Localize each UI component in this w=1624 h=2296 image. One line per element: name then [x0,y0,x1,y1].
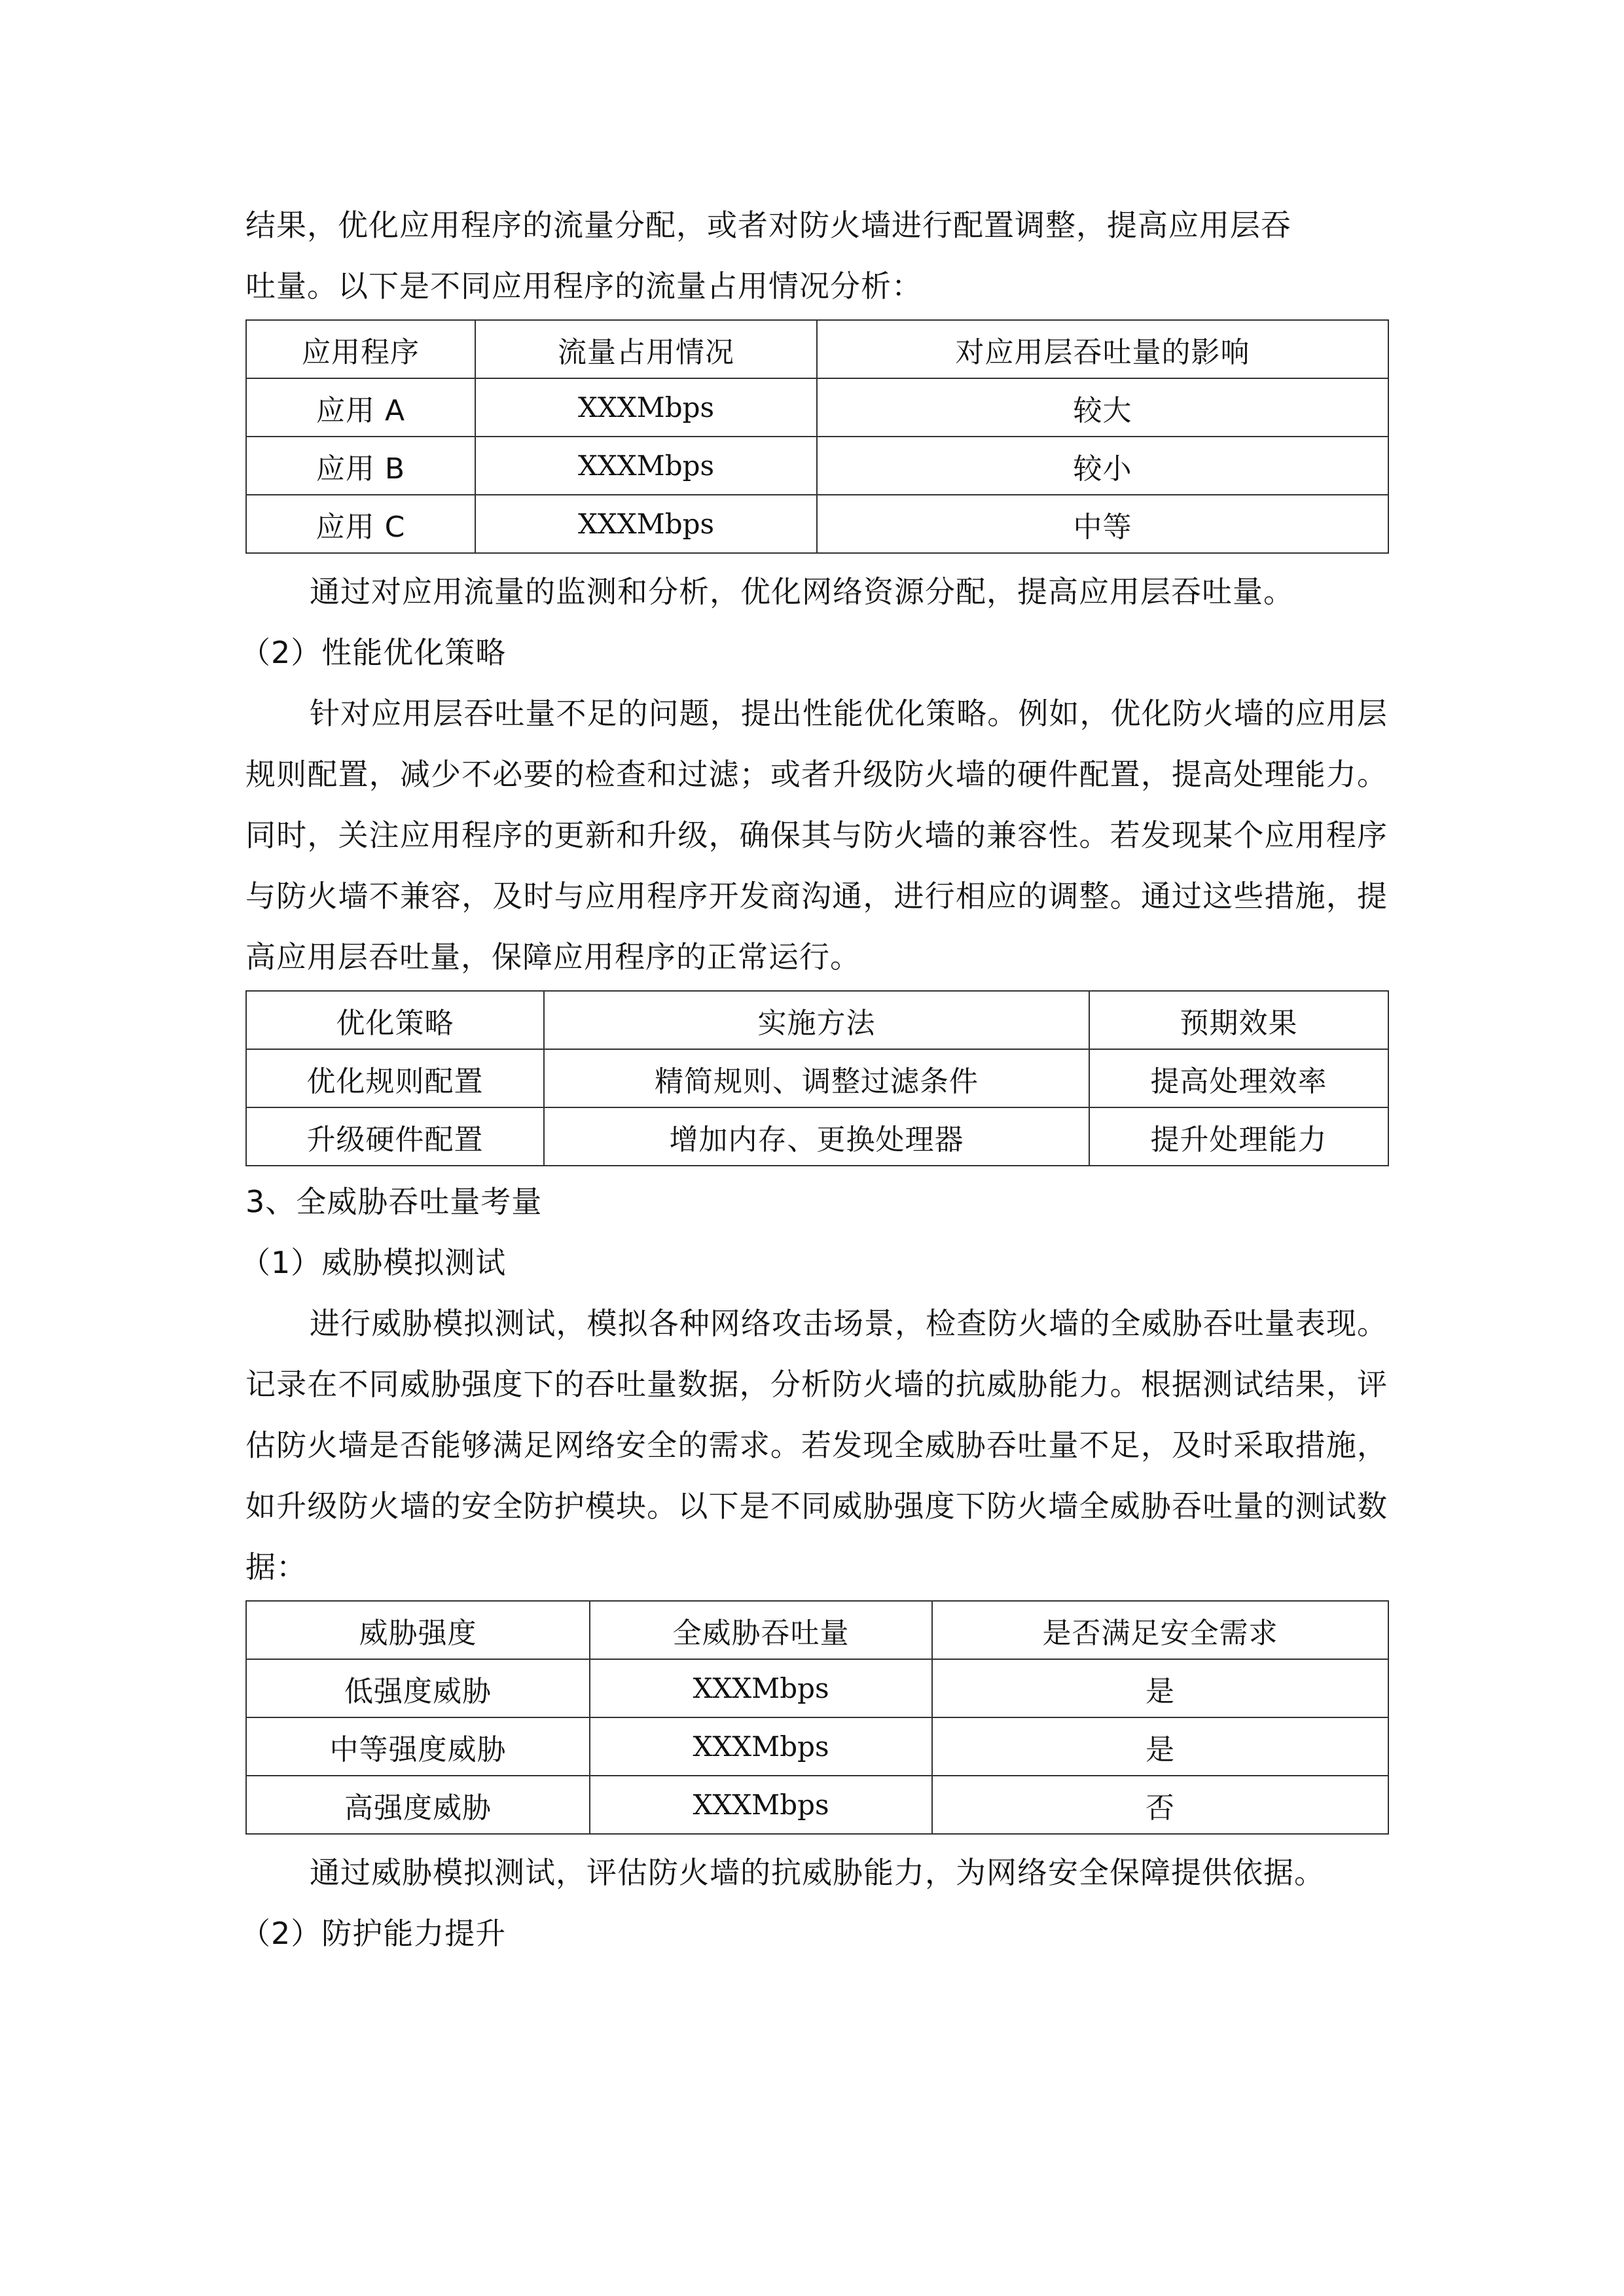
table-cell: 应用 A [246,378,475,437]
table-header-cell: 威胁强度 [246,1601,590,1659]
table-row [246,1659,1388,1717]
table-row [246,1107,1388,1166]
table-cell: XXXMbps [475,437,817,495]
table-cell: XXXMbps [590,1776,932,1834]
table-header-cell: 对应用层吞吐量的影响 [817,320,1388,378]
section-heading: （2）性能优化策略 [240,635,507,670]
table-cell: XXXMbps [590,1659,932,1717]
table-cell: 提升处理能力 [1089,1107,1388,1166]
table-cell: 提高处理效率 [1089,1049,1388,1107]
table-cell: 高强度威胁 [246,1776,590,1834]
table-cell: 应用 C [246,495,475,553]
table-row [246,378,1388,437]
table-header-row [246,320,1388,378]
paragraph-line: 吐量。以下是不同应用程序的流量占用情况分析： [245,268,922,304]
paragraph: 通过对应用流量的监测和分析，优化网络资源分配，提高应用层吞吐量。 [310,574,1294,609]
table-header-cell: 是否满足安全需求 [932,1601,1388,1659]
table-cell: 优化规则配置 [246,1049,544,1107]
table-header-cell: 流量占用情况 [475,320,817,378]
table-cell: 是 [932,1717,1388,1776]
table-header-cell: 全威胁吞吐量 [590,1601,932,1659]
section-heading: 3、全威胁吞吐量考量 [245,1184,543,1219]
table-cell: 中等强度威胁 [246,1717,590,1776]
table-row [246,1717,1388,1776]
table-header-cell: 应用程序 [246,320,475,378]
table-header-cell: 实施方法 [544,991,1089,1049]
paragraph: 通过威胁模拟测试，评估防火墙的抗威胁能力，为网络安全保障提供依据。 [310,1855,1325,1890]
table-cell: 精简规则、调整过滤条件 [544,1049,1089,1107]
table-cell: XXXMbps [475,495,817,553]
table-cell: 较小 [817,437,1388,495]
table-row [246,1049,1388,1107]
table-cell: 升级硬件配置 [246,1107,544,1166]
table-row [246,1776,1388,1834]
table-header-row [246,1601,1388,1659]
optimization-strategy-table [245,990,1389,1166]
section-heading: （2）防护能力提升 [240,1916,507,1951]
threat-throughput-table [245,1600,1389,1835]
table-row [246,437,1388,495]
table-cell: 增加内存、更换处理器 [544,1107,1089,1166]
table-cell: 中等 [817,495,1388,553]
table-row [246,495,1388,553]
table-header-row [246,991,1388,1049]
table-header-cell: 预期效果 [1089,991,1388,1049]
paragraph: 进行威胁模拟测试，模拟各种网络攻击场景，检查防火墙的全威胁吞吐量表现。记录在不同威胁强度下的吞吐量数据，分析防火墙的抗威胁能力。根据测试结果，评估防火墙是否能够满足网络安全的需求。若发现全威胁吞吐量不足，及时采取措施，如升级防火墙的安全防护模块。以下是不同威胁强度下防火墙全威胁吞吐量的测试数据： [245,1306,1388,1585]
table-cell: XXXMbps [475,378,817,437]
table-cell: 应用 B [246,437,475,495]
table-cell: 较大 [817,378,1388,437]
table-cell: 否 [932,1776,1388,1834]
section-heading: （1）威胁模拟测试 [240,1245,507,1280]
table-cell: 是 [932,1659,1388,1717]
app-traffic-table [245,319,1389,554]
table-header-cell: 优化策略 [246,991,544,1049]
paragraph: 针对应用层吞吐量不足的问题，提出性能优化策略。例如，优化防火墙的应用层规则配置，减少不必要的检查和过滤；或者升级防火墙的硬件配置，提高处理能力。同时，关注应用程序的更新和升级，确保其与防火墙的兼容性。若发现某个应用程序与防火墙不兼容，及时与应用程序开发商沟通，进行相应的调整。通过这些措施，提高应用层吞吐量，保障应用程序的正常运行。 [245,696,1388,975]
table-cell: XXXMbps [590,1717,932,1776]
table-cell: 低强度威胁 [246,1659,590,1717]
paragraph-line: 结果，优化应用程序的流量分配，或者对防火墙进行配置调整，提高应用层吞 [245,207,1291,243]
document-body [240,195,1388,1964]
